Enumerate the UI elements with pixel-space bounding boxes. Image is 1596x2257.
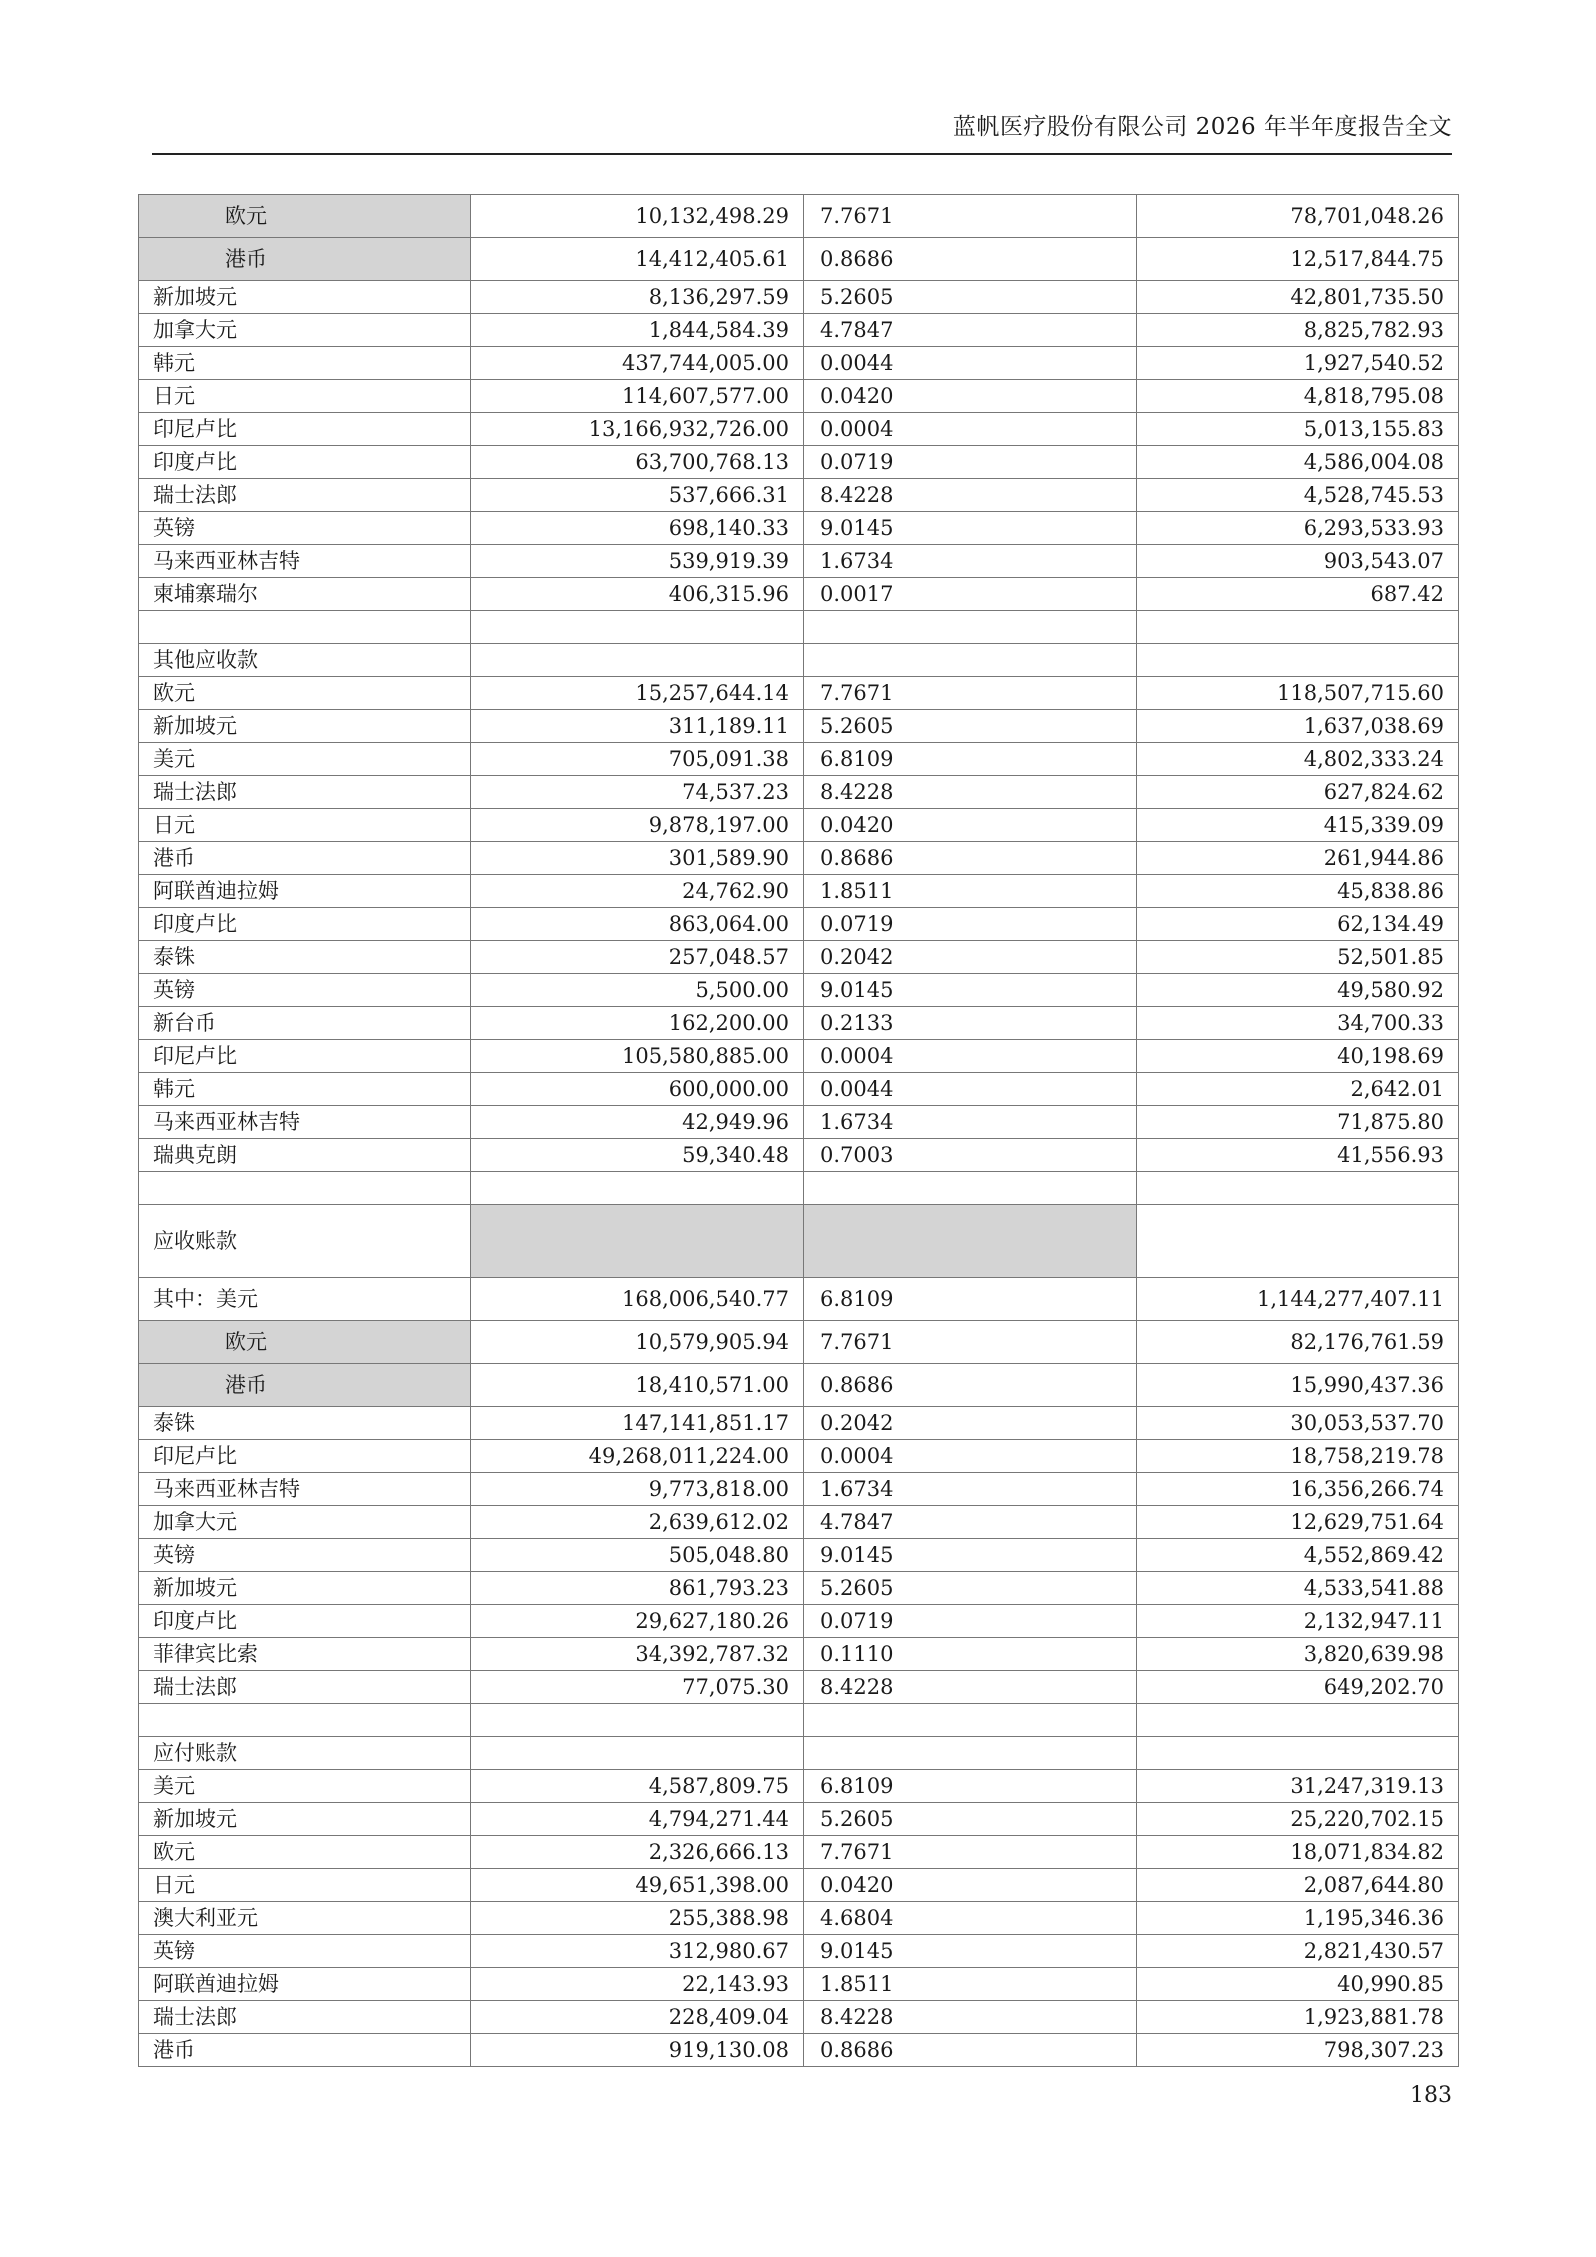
exchange-rate-cell: 6.8109: [804, 743, 1137, 776]
exchange-rate-cell: [804, 611, 1137, 644]
currency-name-cell: 其他应收款: [139, 644, 471, 677]
foreign-amount-cell: [471, 1737, 804, 1770]
rmb-amount-cell: 2,821,430.57: [1137, 1935, 1459, 1968]
currency-name-cell: 英镑: [139, 512, 471, 545]
exchange-rate-cell: 0.8686: [804, 238, 1137, 281]
table-row: [139, 1803, 1459, 1836]
foreign-amount-cell: 8,136,297.59: [471, 281, 804, 314]
exchange-rate-cell: 0.0719: [804, 1605, 1137, 1638]
exchange-rate-cell: 0.0719: [804, 908, 1137, 941]
foreign-amount-cell: 537,666.31: [471, 479, 804, 512]
table-row: [139, 1407, 1459, 1440]
foreign-amount-cell: 600,000.00: [471, 1073, 804, 1106]
exchange-rate-cell: 1.6734: [804, 545, 1137, 578]
currency-name-cell: 美元: [139, 743, 471, 776]
page-number: 183: [1410, 2083, 1452, 2108]
rmb-amount-cell: 5,013,155.83: [1137, 413, 1459, 446]
foreign-amount-cell: 9,878,197.00: [471, 809, 804, 842]
exchange-rate-cell: 0.8686: [804, 2034, 1137, 2067]
foreign-amount-cell: 10,579,905.94: [471, 1321, 804, 1364]
rmb-amount-cell: 6,293,533.93: [1137, 512, 1459, 545]
rmb-amount-cell: 78,701,048.26: [1137, 195, 1459, 238]
currency-name-cell: 菲律宾比索: [139, 1638, 471, 1671]
table-row: [139, 743, 1459, 776]
currency-name-cell: 英镑: [139, 974, 471, 1007]
exchange-rate-cell: 0.8686: [804, 842, 1137, 875]
rmb-amount-cell: 40,198.69: [1137, 1040, 1459, 1073]
rmb-amount-cell: 687.42: [1137, 578, 1459, 611]
currency-name-cell: 印度卢比: [139, 1605, 471, 1638]
table-row: [139, 281, 1459, 314]
table-row: [139, 677, 1459, 710]
rmb-amount-cell: 30,053,537.70: [1137, 1407, 1459, 1440]
exchange-rate-cell: 0.2042: [804, 941, 1137, 974]
foreign-amount-cell: 2,326,666.13: [471, 1836, 804, 1869]
rmb-amount-cell: 4,586,004.08: [1137, 446, 1459, 479]
currency-name-cell: 新加坡元: [139, 1572, 471, 1605]
table-row: [139, 1139, 1459, 1172]
rmb-amount-cell: [1137, 1205, 1459, 1278]
table-row: [139, 710, 1459, 743]
table-row: [139, 1278, 1459, 1321]
foreign-amount-cell: 147,141,851.17: [471, 1407, 804, 1440]
table-row: [139, 1902, 1459, 1935]
currency-name-cell: 韩元: [139, 1073, 471, 1106]
table-row: [139, 2001, 1459, 2034]
currency-name-cell: 日元: [139, 1869, 471, 1902]
currency-name-cell: 瑞士法郎: [139, 776, 471, 809]
foreign-amount-cell: 255,388.98: [471, 1902, 804, 1935]
exchange-rate-cell: 0.0420: [804, 1869, 1137, 1902]
foreign-amount-cell: 4,587,809.75: [471, 1770, 804, 1803]
rmb-amount-cell: 18,071,834.82: [1137, 1836, 1459, 1869]
table-row: [139, 908, 1459, 941]
exchange-rate-cell: 8.4228: [804, 479, 1137, 512]
exchange-rate-cell: 0.0004: [804, 413, 1137, 446]
currency-name-cell: 瑞士法郎: [139, 479, 471, 512]
foreign-amount-cell: [471, 1704, 804, 1737]
currency-name-cell: 港币: [139, 238, 471, 281]
exchange-rate-cell: 9.0145: [804, 1935, 1137, 1968]
rmb-amount-cell: 49,580.92: [1137, 974, 1459, 1007]
table-row: [139, 842, 1459, 875]
currency-name-cell: 新台币: [139, 1007, 471, 1040]
rmb-amount-cell: 16,356,266.74: [1137, 1473, 1459, 1506]
exchange-rate-cell: 0.8686: [804, 1364, 1137, 1407]
rmb-amount-cell: 1,927,540.52: [1137, 347, 1459, 380]
currency-name-cell: 欧元: [139, 677, 471, 710]
foreign-amount-cell: 2,639,612.02: [471, 1506, 804, 1539]
exchange-rate-cell: 6.8109: [804, 1770, 1137, 1803]
rmb-amount-cell: 1,637,038.69: [1137, 710, 1459, 743]
rmb-amount-cell: 12,629,751.64: [1137, 1506, 1459, 1539]
currency-name-cell: 港币: [139, 1364, 471, 1407]
exchange-rate-cell: 0.0004: [804, 1040, 1137, 1073]
rmb-amount-cell: [1137, 611, 1459, 644]
foreign-amount-cell: 919,130.08: [471, 2034, 804, 2067]
exchange-rate-cell: 6.8109: [804, 1278, 1137, 1321]
rmb-amount-cell: 415,339.09: [1137, 809, 1459, 842]
rmb-amount-cell: 118,507,715.60: [1137, 677, 1459, 710]
exchange-rate-cell: 0.0044: [804, 1073, 1137, 1106]
currency-name-cell: 新加坡元: [139, 710, 471, 743]
exchange-rate-cell: 8.4228: [804, 776, 1137, 809]
exchange-rate-cell: 7.7671: [804, 1321, 1137, 1364]
rmb-amount-cell: [1137, 1737, 1459, 1770]
rmb-amount-cell: 3,820,639.98: [1137, 1638, 1459, 1671]
table-row: [139, 974, 1459, 1007]
table-row: [139, 776, 1459, 809]
table-row: [139, 195, 1459, 238]
table-row: [139, 1473, 1459, 1506]
table-row: [139, 1638, 1459, 1671]
foreign-amount-cell: 22,143.93: [471, 1968, 804, 2001]
table-row: [139, 314, 1459, 347]
rmb-amount-cell: 903,543.07: [1137, 545, 1459, 578]
currency-name-cell: 瑞典克朗: [139, 1139, 471, 1172]
currency-name-cell: 美元: [139, 1770, 471, 1803]
exchange-rate-cell: [804, 644, 1137, 677]
exchange-rate-cell: 0.7003: [804, 1139, 1137, 1172]
rmb-amount-cell: 25,220,702.15: [1137, 1803, 1459, 1836]
rmb-amount-cell: [1137, 1172, 1459, 1205]
foreign-amount-cell: [471, 611, 804, 644]
exchange-rate-cell: 0.0044: [804, 347, 1137, 380]
rmb-amount-cell: 2,087,644.80: [1137, 1869, 1459, 1902]
rmb-amount-cell: 649,202.70: [1137, 1671, 1459, 1704]
exchange-rate-cell: 1.8511: [804, 1968, 1137, 2001]
currency-name-cell: [139, 611, 471, 644]
exchange-rate-cell: 0.0719: [804, 446, 1137, 479]
table-row: [139, 1671, 1459, 1704]
currency-name-cell: 马来西亚林吉特: [139, 1106, 471, 1139]
foreign-amount-cell: 14,412,405.61: [471, 238, 804, 281]
currency-name-cell: 港币: [139, 842, 471, 875]
rmb-amount-cell: 798,307.23: [1137, 2034, 1459, 2067]
rmb-amount-cell: 34,700.33: [1137, 1007, 1459, 1040]
exchange-rate-cell: 5.2605: [804, 281, 1137, 314]
currency-name-cell: 印尼卢比: [139, 1440, 471, 1473]
currency-name-cell: 泰铢: [139, 1407, 471, 1440]
currency-name-cell: 印尼卢比: [139, 413, 471, 446]
currency-name-cell: 印尼卢比: [139, 1040, 471, 1073]
rmb-amount-cell: 1,144,277,407.11: [1137, 1278, 1459, 1321]
exchange-rate-cell: 9.0145: [804, 512, 1137, 545]
table-row: [139, 1968, 1459, 2001]
foreign-amount-cell: 63,700,768.13: [471, 446, 804, 479]
exchange-rate-cell: [804, 1205, 1137, 1278]
table-row: [139, 545, 1459, 578]
foreign-amount-cell: 863,064.00: [471, 908, 804, 941]
foreign-amount-cell: 705,091.38: [471, 743, 804, 776]
exchange-rate-cell: 7.7671: [804, 195, 1137, 238]
foreign-amount-cell: 5,500.00: [471, 974, 804, 1007]
currency-name-cell: 瑞士法郎: [139, 1671, 471, 1704]
currency-name-cell: 日元: [139, 809, 471, 842]
foreign-amount-cell: 24,762.90: [471, 875, 804, 908]
foreign-amount-cell: 698,140.33: [471, 512, 804, 545]
exchange-rate-cell: 9.0145: [804, 1539, 1137, 1572]
currency-name-cell: 日元: [139, 380, 471, 413]
exchange-rate-cell: [804, 1704, 1137, 1737]
table-row: [139, 1106, 1459, 1139]
exchange-rate-cell: 7.7671: [804, 677, 1137, 710]
exchange-rate-cell: 0.0420: [804, 380, 1137, 413]
rmb-amount-cell: 2,132,947.11: [1137, 1605, 1459, 1638]
currency-name-cell: 欧元: [139, 195, 471, 238]
exchange-rate-cell: [804, 1172, 1137, 1205]
exchange-rate-cell: 0.0004: [804, 1440, 1137, 1473]
foreign-amount-cell: 861,793.23: [471, 1572, 804, 1605]
table-row: [139, 1572, 1459, 1605]
foreign-amount-cell: 29,627,180.26: [471, 1605, 804, 1638]
table-row: [139, 2034, 1459, 2067]
foreign-amount-cell: 168,006,540.77: [471, 1278, 804, 1321]
foreign-amount-cell: 505,048.80: [471, 1539, 804, 1572]
exchange-rate-cell: 4.6804: [804, 1902, 1137, 1935]
table-row: [139, 380, 1459, 413]
exchange-rate-cell: 8.4228: [804, 2001, 1137, 2034]
exchange-rate-cell: 7.7671: [804, 1836, 1137, 1869]
exchange-rate-cell: 0.2042: [804, 1407, 1137, 1440]
exchange-rate-cell: 9.0145: [804, 974, 1137, 1007]
rmb-amount-cell: 8,825,782.93: [1137, 314, 1459, 347]
table-row: [139, 1935, 1459, 1968]
foreign-amount-cell: 406,315.96: [471, 578, 804, 611]
rmb-amount-cell: 42,801,735.50: [1137, 281, 1459, 314]
foreign-amount-cell: 311,189.11: [471, 710, 804, 743]
exchange-rate-cell: 5.2605: [804, 1572, 1137, 1605]
currency-name-cell: 欧元: [139, 1321, 471, 1364]
foreign-amount-cell: 437,744,005.00: [471, 347, 804, 380]
rmb-amount-cell: 52,501.85: [1137, 941, 1459, 974]
rmb-amount-cell: 4,818,795.08: [1137, 380, 1459, 413]
rmb-amount-cell: [1137, 644, 1459, 677]
currency-name-cell: 加拿大元: [139, 314, 471, 347]
table-row: [139, 1040, 1459, 1073]
rmb-amount-cell: 4,528,745.53: [1137, 479, 1459, 512]
table-row: [139, 809, 1459, 842]
rmb-amount-cell: 71,875.80: [1137, 1106, 1459, 1139]
currency-name-cell: 英镑: [139, 1935, 471, 1968]
rmb-amount-cell: 261,944.86: [1137, 842, 1459, 875]
rmb-amount-cell: 18,758,219.78: [1137, 1440, 1459, 1473]
foreign-currency-table-body: [139, 195, 1459, 2067]
foreign-amount-cell: 77,075.30: [471, 1671, 804, 1704]
rmb-amount-cell: 4,802,333.24: [1137, 743, 1459, 776]
exchange-rate-cell: 4.7847: [804, 1506, 1137, 1539]
table-row: [139, 611, 1459, 644]
rmb-amount-cell: 15,990,437.36: [1137, 1364, 1459, 1407]
rmb-amount-cell: 45,838.86: [1137, 875, 1459, 908]
table-row: [139, 1073, 1459, 1106]
foreign-amount-cell: 34,392,787.32: [471, 1638, 804, 1671]
foreign-amount-cell: 301,589.90: [471, 842, 804, 875]
currency-name-cell: 马来西亚林吉特: [139, 1473, 471, 1506]
exchange-rate-cell: 5.2605: [804, 710, 1137, 743]
currency-name-cell: 英镑: [139, 1539, 471, 1572]
rmb-amount-cell: [1137, 1704, 1459, 1737]
rmb-amount-cell: 12,517,844.75: [1137, 238, 1459, 281]
rmb-amount-cell: 62,134.49: [1137, 908, 1459, 941]
foreign-amount-cell: 228,409.04: [471, 2001, 804, 2034]
exchange-rate-cell: 1.6734: [804, 1106, 1137, 1139]
currency-name-cell: 港币: [139, 2034, 471, 2067]
exchange-rate-cell: 0.0017: [804, 578, 1137, 611]
currency-name-cell: [139, 1172, 471, 1205]
foreign-amount-cell: [471, 1205, 804, 1278]
foreign-amount-cell: 42,949.96: [471, 1106, 804, 1139]
rmb-amount-cell: 40,990.85: [1137, 1968, 1459, 2001]
currency-name-cell: 加拿大元: [139, 1506, 471, 1539]
currency-name-cell: 马来西亚林吉特: [139, 545, 471, 578]
table-row: [139, 1836, 1459, 1869]
currency-name-cell: 印度卢比: [139, 446, 471, 479]
table-row: [139, 1007, 1459, 1040]
currency-name-cell: 澳大利亚元: [139, 1902, 471, 1935]
table-row: [139, 1770, 1459, 1803]
exchange-rate-cell: 5.2605: [804, 1803, 1137, 1836]
foreign-amount-cell: 59,340.48: [471, 1139, 804, 1172]
foreign-amount-cell: 539,919.39: [471, 545, 804, 578]
foreign-amount-cell: 13,166,932,726.00: [471, 413, 804, 446]
table-row: [139, 1440, 1459, 1473]
exchange-rate-cell: [804, 1737, 1137, 1770]
rmb-amount-cell: 41,556.93: [1137, 1139, 1459, 1172]
rmb-amount-cell: 627,824.62: [1137, 776, 1459, 809]
currency-name-cell: 应付账款: [139, 1737, 471, 1770]
rmb-amount-cell: 4,533,541.88: [1137, 1572, 1459, 1605]
table-row: [139, 238, 1459, 281]
table-row: [139, 578, 1459, 611]
foreign-amount-cell: 18,410,571.00: [471, 1364, 804, 1407]
currency-name-cell: 印度卢比: [139, 908, 471, 941]
currency-name-cell: 新加坡元: [139, 1803, 471, 1836]
table-row: [139, 512, 1459, 545]
table-row: [139, 1321, 1459, 1364]
currency-name-cell: 阿联酋迪拉姆: [139, 1968, 471, 2001]
currency-name-cell: 应收账款: [139, 1205, 471, 1278]
currency-name-cell: 瑞士法郎: [139, 2001, 471, 2034]
table-row: [139, 1172, 1459, 1205]
report-header-title: 蓝帆医疗股份有限公司 2026 年半年度报告全文: [952, 114, 1452, 140]
currency-name-cell: 柬埔寨瑞尔: [139, 578, 471, 611]
table-row: [139, 347, 1459, 380]
rmb-amount-cell: 2,642.01: [1137, 1073, 1459, 1106]
rmb-amount-cell: 4,552,869.42: [1137, 1539, 1459, 1572]
table-row: [139, 1869, 1459, 1902]
table-row: [139, 1605, 1459, 1638]
exchange-rate-cell: 4.7847: [804, 314, 1137, 347]
table-row: [139, 1364, 1459, 1407]
table-row: [139, 1539, 1459, 1572]
exchange-rate-cell: 0.2133: [804, 1007, 1137, 1040]
foreign-amount-cell: 49,651,398.00: [471, 1869, 804, 1902]
rmb-amount-cell: 31,247,319.13: [1137, 1770, 1459, 1803]
table-row: [139, 446, 1459, 479]
header-divider: [152, 153, 1452, 155]
table-row: [139, 875, 1459, 908]
foreign-currency-table: [138, 194, 1459, 2067]
currency-name-cell: 欧元: [139, 1836, 471, 1869]
table-row: [139, 1205, 1459, 1278]
foreign-amount-cell: 1,844,584.39: [471, 314, 804, 347]
foreign-amount-cell: 10,132,498.29: [471, 195, 804, 238]
table-row: [139, 1506, 1459, 1539]
currency-name-cell: 阿联酋迪拉姆: [139, 875, 471, 908]
table-row: [139, 479, 1459, 512]
foreign-amount-cell: 257,048.57: [471, 941, 804, 974]
currency-name-cell: 新加坡元: [139, 281, 471, 314]
exchange-rate-cell: 1.6734: [804, 1473, 1137, 1506]
foreign-amount-cell: 15,257,644.14: [471, 677, 804, 710]
table-row: [139, 1737, 1459, 1770]
foreign-amount-cell: 105,580,885.00: [471, 1040, 804, 1073]
foreign-amount-cell: 162,200.00: [471, 1007, 804, 1040]
currency-name-cell: [139, 1704, 471, 1737]
foreign-amount-cell: 49,268,011,224.00: [471, 1440, 804, 1473]
currency-name-cell: 韩元: [139, 347, 471, 380]
table-row: [139, 1704, 1459, 1737]
foreign-amount-cell: [471, 1172, 804, 1205]
rmb-amount-cell: 1,923,881.78: [1137, 2001, 1459, 2034]
foreign-amount-cell: 4,794,271.44: [471, 1803, 804, 1836]
table-row: [139, 644, 1459, 677]
exchange-rate-cell: 1.8511: [804, 875, 1137, 908]
foreign-amount-cell: 74,537.23: [471, 776, 804, 809]
exchange-rate-cell: 0.1110: [804, 1638, 1137, 1671]
foreign-amount-cell: 9,773,818.00: [471, 1473, 804, 1506]
table-row: [139, 941, 1459, 974]
rmb-amount-cell: 82,176,761.59: [1137, 1321, 1459, 1364]
exchange-rate-cell: 8.4228: [804, 1671, 1137, 1704]
rmb-amount-cell: 1,195,346.36: [1137, 1902, 1459, 1935]
currency-name-cell: 泰铢: [139, 941, 471, 974]
foreign-amount-cell: 312,980.67: [471, 1935, 804, 1968]
foreign-amount-cell: 114,607,577.00: [471, 380, 804, 413]
currency-name-cell: 其中：美元: [139, 1278, 471, 1321]
table-row: [139, 413, 1459, 446]
exchange-rate-cell: 0.0420: [804, 809, 1137, 842]
foreign-amount-cell: [471, 644, 804, 677]
